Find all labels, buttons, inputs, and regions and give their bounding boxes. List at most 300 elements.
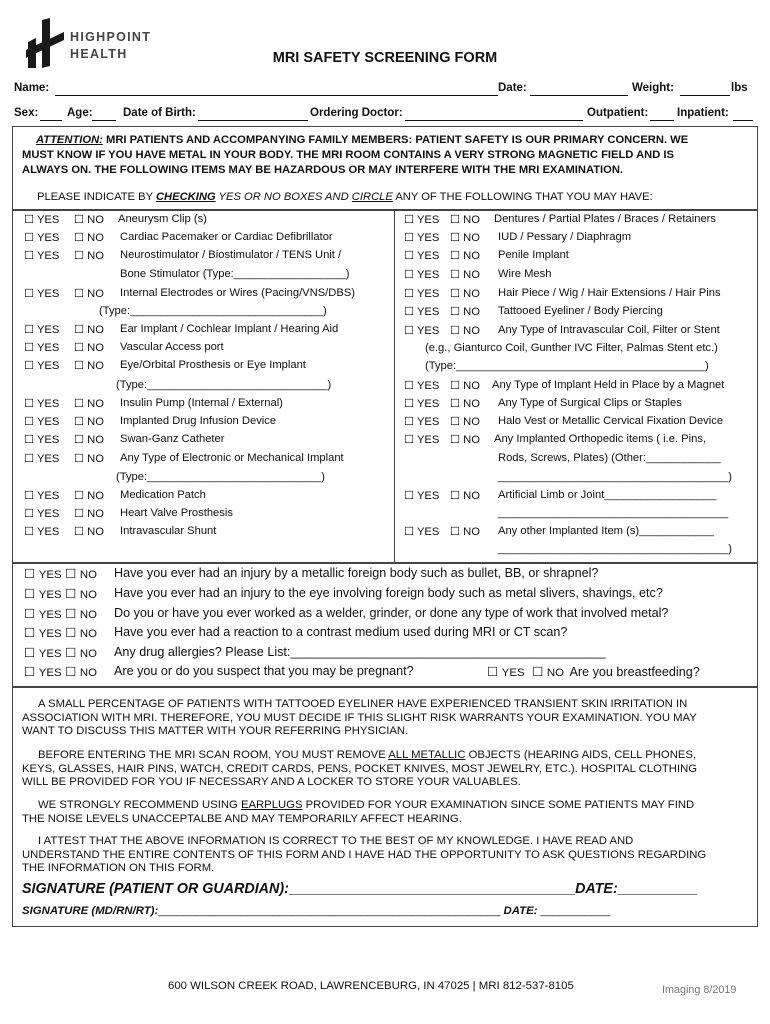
yes-label: YES — [36, 434, 60, 446]
right-item-label: Any Type of Intravascular Coil, Filter or Stent — [498, 324, 720, 336]
left-item-row — [24, 452, 104, 465]
attention-label: ATTENTION: — [36, 134, 103, 146]
no-checkbox[interactable] — [74, 250, 84, 262]
right-item-label: Any Type of Implant Held in Place by a Magnet — [492, 379, 725, 391]
yes-label: YES — [416, 288, 440, 300]
left-item-label: Intravascular Shunt — [120, 525, 217, 537]
yes-checkbox[interactable] — [404, 250, 414, 262]
yes-label: YES — [36, 360, 60, 372]
sex-line[interactable] — [40, 120, 62, 121]
breastfeeding-yes-checkbox[interactable] — [487, 665, 525, 679]
no-checkbox[interactable] — [65, 567, 76, 581]
no-label: NO — [87, 453, 104, 465]
yes-checkbox[interactable] — [404, 232, 414, 244]
yes-label: YES — [38, 648, 62, 660]
tattoo-line1: A SMALL PERCENTAGE OF PATIENTS WITH TATTOOED EYELINER HAVE EXPERIENCED TRANSIENT SKIN IRRITATION IN — [38, 698, 688, 710]
left-item-row — [24, 287, 104, 300]
right-item-row — [404, 305, 480, 318]
no-label: NO — [87, 214, 104, 226]
question-row — [24, 664, 414, 679]
no-checkbox[interactable] — [74, 342, 84, 354]
yes-checkbox[interactable] — [404, 288, 414, 300]
yes-checkbox[interactable] — [404, 269, 414, 281]
no-checkbox[interactable] — [74, 416, 84, 428]
left-item-label: Implanted Drug Infusion Device — [120, 415, 277, 427]
attention-line1: MRI PATIENTS AND ACCOMPANYING FAMILY MEMBERS: PATIENT SAFETY IS OUR PRIMARY CONCERN. WE — [102, 134, 689, 146]
left-item-row — [24, 525, 104, 538]
right-item-row — [404, 415, 480, 428]
left-item-row — [24, 489, 104, 502]
yes-label: YES — [416, 398, 440, 410]
instructions-checking: CHECKING — [155, 191, 216, 203]
checkbox-glyph: ☐ — [404, 526, 415, 538]
page-title: MRI SAFETY SCREENING FORM — [272, 50, 498, 66]
right-item-label: _____________________________________) — [498, 471, 732, 483]
yes-label: YES — [38, 589, 62, 601]
checkbox-glyph: ☐ — [404, 325, 415, 337]
no-label: NO — [87, 416, 104, 428]
question-row — [24, 625, 568, 640]
yes-checkbox[interactable] — [24, 360, 34, 372]
yes-label: YES — [36, 342, 60, 354]
weight-line[interactable] — [680, 95, 730, 96]
no-label: NO — [87, 398, 104, 410]
yes-checkbox[interactable] — [24, 434, 34, 446]
yes-checkbox[interactable] — [24, 342, 34, 354]
cb-glyph: ☐ — [532, 665, 544, 679]
checkbox-glyph: ☐ — [404, 288, 415, 300]
left-item-row — [24, 341, 104, 354]
yes-label: YES — [36, 490, 60, 502]
left-item-label: Vascular Access port — [120, 341, 224, 353]
age-label: Age: — [67, 107, 93, 119]
no-checkbox[interactable] — [74, 434, 84, 446]
left-item-label: Aneurysm Clip (s) — [118, 213, 207, 225]
checkbox-glyph: ☐ — [24, 665, 36, 679]
name-label: Name: — [14, 82, 50, 94]
right-item-row — [404, 379, 480, 392]
yes-label: YES — [36, 416, 60, 428]
no-label: NO — [79, 569, 97, 581]
left-item-label: (Type:____________________________) — [116, 471, 326, 483]
left-item-label: Insulin Pump (Internal / External) — [120, 397, 283, 409]
checkbox-glyph: ☐ — [65, 646, 77, 660]
checkbox-glyph: ☐ — [450, 214, 461, 226]
yes-label: YES — [36, 288, 60, 300]
yes-label: YES — [38, 667, 62, 679]
yes-label: YES — [36, 324, 60, 336]
right-item-label: Rods, Screws, Plates) (Other:____________ — [498, 452, 721, 464]
checkbox-glyph: ☐ — [65, 665, 77, 679]
no-label: NO — [463, 526, 480, 538]
yes-label: YES — [416, 380, 440, 392]
question-text: Have you ever had an injury by a metallic foreign body such as bullet, BB, or shrapnel? — [114, 566, 599, 580]
yes-checkbox[interactable] — [24, 288, 34, 300]
no-checkbox[interactable] — [74, 453, 84, 465]
yes-label: YES — [416, 214, 440, 226]
right-item-label: (e.g., Gianturco Coil, Gunther IVC Filter, Palmas Stent etc.) — [425, 342, 718, 354]
no-label: NO — [87, 288, 104, 300]
question-text: Any drug allergies? Please List:_____________________________________________ — [114, 645, 606, 659]
instructions-part2: YES OR NO BOXES AND — [215, 191, 352, 203]
no-checkbox[interactable] — [74, 324, 84, 336]
tattoo-notice — [22, 698, 697, 739]
checkbox-glyph: ☐ — [74, 232, 85, 244]
checkbox-glyph: ☐ — [74, 453, 85, 465]
checkbox-glyph: ☐ — [65, 567, 77, 581]
checkbox-glyph: ☐ — [450, 416, 461, 428]
no-label: NO — [463, 288, 480, 300]
yes-checkbox[interactable] — [404, 398, 414, 410]
checkbox-glyph: ☐ — [74, 360, 85, 372]
yes-label: YES — [416, 416, 440, 428]
yes-checkbox[interactable] — [24, 490, 34, 502]
metal-notice — [22, 749, 697, 790]
yes-checkbox[interactable] — [404, 306, 414, 318]
earplugs-notice — [22, 799, 694, 826]
checkbox-glyph: ☐ — [74, 526, 85, 538]
right-item-label: Penile Implant — [498, 249, 569, 261]
yes-checkbox[interactable] — [24, 250, 34, 262]
yes-checkbox[interactable] — [24, 626, 35, 640]
yes-label: YES — [416, 490, 440, 502]
no-label: NO — [79, 648, 97, 660]
checkbox-glyph: ☐ — [450, 288, 461, 300]
no-checkbox[interactable] — [74, 232, 84, 244]
no-label: NO — [87, 490, 104, 502]
checkbox-glyph: ☐ — [404, 380, 415, 392]
checkbox-glyph: ☐ — [450, 306, 461, 318]
attention-line3: ALWAYS ON. THE FOLLOWING ITEMS MAY BE HAZARDOUS OR MAY INTERFERE WITH THE MRI EXAMINATION. — [22, 164, 624, 176]
right-item-row — [404, 489, 480, 502]
checkbox-glyph: ☐ — [450, 398, 461, 410]
yes-label: YES — [416, 232, 440, 244]
instructions-part3: ANY OF THE FOLLOWING THAT YOU MAY HAVE: — [392, 191, 653, 203]
yes-checkbox[interactable] — [404, 416, 414, 428]
checkbox-glyph: ☐ — [24, 508, 35, 520]
yes-checkbox[interactable] — [24, 665, 35, 679]
no-checkbox[interactable] — [450, 214, 460, 226]
attention-text — [22, 133, 688, 178]
tattoo-line3: WANT TO DISCUSS THIS MATTER WITH YOUR REFERRING PHYSICIAN. — [22, 725, 409, 737]
instructions-circle: CIRCLE — [351, 191, 393, 203]
checkbox-glyph: ☐ — [74, 508, 85, 520]
question-text: Are you or do you suspect that you may be pregnant? — [114, 664, 414, 678]
no-checkbox[interactable] — [74, 360, 84, 372]
no-label: NO — [463, 398, 480, 410]
left-item-row — [24, 507, 104, 520]
checkbox-glyph: ☐ — [450, 232, 461, 244]
checkbox-glyph: ☐ — [450, 526, 461, 538]
right-item-row — [404, 268, 480, 281]
no-label: NO — [87, 508, 104, 520]
staff-date-line[interactable]: ___________ — [540, 905, 611, 917]
checkbox-glyph: ☐ — [404, 269, 415, 281]
name-line — [55, 95, 498, 96]
plugs-a: WE STRONGLY RECOMMEND USING — [38, 799, 241, 811]
checklist-divider — [394, 210, 395, 563]
checkbox-glyph: ☐ — [24, 490, 35, 502]
question-row — [24, 645, 606, 660]
metal-line3: WILL BE PROVIDED FOR YOU IF NECESSARY AND A LOCKER TO STORE YOUR VALUABLES. — [22, 776, 521, 788]
right-item-row — [404, 287, 480, 300]
yes-label: YES — [38, 628, 62, 640]
checkbox-glyph: ☐ — [450, 490, 461, 502]
checkbox-glyph: ☐ — [24, 250, 35, 262]
no-checkbox[interactable] — [450, 288, 460, 300]
no-checkbox[interactable] — [450, 434, 460, 446]
no-label: NO — [79, 589, 97, 601]
left-item-label: Any Type of Electronic or Mechanical Implant — [120, 452, 344, 464]
yes-label: YES — [38, 609, 62, 621]
yes-checkbox[interactable] — [24, 398, 34, 410]
form-revision: Imaging 8/2019 — [662, 984, 737, 996]
checkbox-glyph: ☐ — [24, 453, 35, 465]
no-checkbox[interactable] — [450, 306, 460, 318]
checkbox-glyph: ☐ — [74, 416, 85, 428]
no-checkbox[interactable] — [65, 646, 76, 660]
checkbox-glyph: ☐ — [404, 250, 415, 262]
question-row — [24, 566, 599, 581]
no-checkbox[interactable] — [450, 398, 460, 410]
no-label: NO — [87, 232, 104, 244]
weight-label: Weight: — [632, 82, 674, 94]
yes-label: YES — [416, 325, 440, 337]
yes-checkbox[interactable] — [24, 214, 34, 226]
checkbox-glyph: ☐ — [24, 526, 35, 538]
no-label: NO — [79, 667, 97, 679]
right-item-row — [404, 433, 480, 446]
yes-checkbox[interactable] — [24, 646, 35, 660]
left-item-row — [24, 213, 104, 226]
yes-label: YES — [38, 569, 62, 581]
date-label: Date: — [498, 82, 527, 94]
no-checkbox[interactable] — [74, 214, 84, 226]
yes-checkbox[interactable] — [404, 526, 414, 538]
question-row — [24, 586, 663, 601]
no-checkbox[interactable] — [74, 490, 84, 502]
inpatient-label: Inpatient: — [677, 107, 729, 119]
breastfeeding-question: Are you breastfeeding? — [569, 665, 700, 679]
checkbox-glyph: ☐ — [404, 232, 415, 244]
doctor-label: Ordering Doctor: — [310, 107, 403, 119]
checkbox-glyph: ☐ — [404, 416, 415, 428]
checkbox-glyph: ☐ — [74, 288, 85, 300]
right-item-row — [404, 397, 480, 410]
left-item-label: Eye/Orbital Prosthesis or Eye Implant — [120, 359, 306, 371]
doctor-line[interactable] — [405, 120, 583, 121]
patient-signature-label: SIGNATURE (PATIENT OR GUARDIAN): — [22, 881, 289, 897]
left-item-label: Swan-Ganz Catheter — [120, 433, 225, 445]
no-checkbox[interactable] — [74, 288, 84, 300]
yes-label: YES — [36, 526, 60, 538]
cb-glyph: ☐ — [487, 665, 499, 679]
no-label: NO — [463, 490, 480, 502]
right-item-label: Tattooed Eyeliner / Body Piercing — [498, 305, 663, 317]
no-checkbox[interactable] — [450, 232, 460, 244]
outpatient-label: Outpatient: — [587, 107, 649, 119]
yes-label: YES — [36, 398, 60, 410]
checkbox-glyph: ☐ — [450, 269, 461, 281]
yes-checkbox[interactable] — [24, 567, 35, 581]
yes-checkbox[interactable] — [24, 526, 34, 538]
no-label: NO — [87, 324, 104, 336]
yes-label: YES — [36, 250, 60, 262]
no-checkbox[interactable] — [65, 665, 76, 679]
plugs-b: PROVIDED FOR YOUR EXAMINATION SINCE SOME PATIENTS MAY FIND — [302, 799, 695, 811]
attest-line2: UNDERSTAND THE ENTIRE CONTENTS OF THIS FORM AND I HAVE HAD THE OPPORTUNITY TO ASK QUESTIONS REGARDING — [22, 848, 707, 861]
yes-label: YES — [416, 250, 440, 262]
no-label: NO — [463, 325, 480, 337]
staff-signature-label: SIGNATURE (MD/RN/RT): — [22, 905, 159, 917]
question-text: Do you or have you ever worked as a welder, grinder, or done any type of work that involved metal? — [114, 606, 669, 620]
breastfeeding-no-checkbox[interactable] — [532, 665, 564, 679]
yes-checkbox[interactable] — [24, 324, 34, 336]
checkbox-glyph: ☐ — [24, 646, 36, 660]
right-item-row — [404, 525, 480, 538]
checkbox-glyph: ☐ — [450, 325, 461, 337]
left-item-label: Heart Valve Prosthesis — [120, 507, 233, 519]
yes-checkbox[interactable] — [404, 380, 414, 392]
no-label: NO — [463, 214, 480, 226]
right-item-label: Any Type of Surgical Clips or Staples — [498, 397, 682, 409]
no-checkbox[interactable] — [74, 508, 84, 520]
right-item-row — [404, 213, 480, 226]
yes-label: YES — [36, 508, 60, 520]
no-checkbox[interactable] — [450, 269, 460, 281]
left-item-row — [24, 433, 104, 446]
left-item-row — [24, 231, 104, 244]
checkbox-glyph: ☐ — [24, 626, 36, 640]
yes-label: YES — [416, 269, 440, 281]
right-item-label: Any other Implanted Item (s)____________ — [498, 525, 714, 537]
no-label: NO — [87, 434, 104, 446]
question-text: Have you ever had an injury to the eye involving foreign body such as metal slivers, shavings, etc? — [114, 586, 663, 600]
right-item-label: _____________________________________ — [498, 507, 729, 519]
yes-checkbox[interactable] — [404, 490, 414, 502]
no-label: NO — [87, 526, 104, 538]
right-item-label: Any Implanted Orthopedic items ( i.e. Pins, — [494, 433, 707, 445]
left-item-label: Neurostimulator / Biostimulator / TENS Unit / — [120, 249, 342, 261]
left-item-label: Internal Electrodes or Wires (Pacing/VNS/DBS) — [120, 287, 356, 299]
no-label: NO — [546, 667, 564, 679]
right-item-label: Hair Piece / Wig / Hair Extensions / Hair Pins — [498, 287, 721, 299]
patient-date-line[interactable]: __________ — [617, 881, 698, 897]
dob-label: Date of Birth: — [123, 107, 196, 119]
staff-signature-line[interactable]: ______________________________________________________ — [158, 905, 501, 917]
left-item-label: (Type:_____________________________) — [116, 379, 332, 391]
weight-unit: lbs — [731, 82, 748, 94]
yes-label: YES — [416, 306, 440, 318]
inpatient-line[interactable] — [733, 120, 753, 121]
name-field[interactable] — [14, 82, 49, 94]
checkbox-glyph: ☐ — [404, 214, 415, 226]
yes-checkbox[interactable] — [24, 607, 35, 621]
no-checkbox[interactable] — [450, 380, 460, 392]
no-checkbox[interactable] — [74, 526, 84, 538]
yes-label: YES — [36, 232, 60, 244]
metal-underlined: ALL METALLIC — [388, 749, 466, 761]
dob-line[interactable] — [198, 120, 308, 121]
patient-signature-line[interactable]: ____________________________________ — [288, 881, 576, 897]
left-item-row — [24, 359, 104, 372]
right-item-label: Halo Vest or Metallic Cervical Fixation Device — [498, 415, 724, 427]
yes-label: YES — [416, 526, 440, 538]
no-checkbox[interactable] — [450, 526, 460, 538]
yes-label: YES — [36, 214, 60, 226]
left-item-row — [24, 415, 104, 428]
no-label: NO — [463, 306, 480, 318]
yes-checkbox[interactable] — [24, 416, 34, 428]
checkbox-glyph: ☐ — [404, 306, 415, 318]
no-checkbox[interactable] — [65, 607, 76, 621]
checkbox-glyph: ☐ — [24, 398, 35, 410]
checkbox-glyph: ☐ — [450, 250, 461, 262]
instructions — [37, 191, 653, 203]
yes-checkbox[interactable] — [24, 453, 34, 465]
age-line[interactable] — [92, 120, 116, 121]
left-item-label: (Type:_______________________________) — [99, 305, 327, 317]
yes-checkbox[interactable] — [24, 232, 34, 244]
date-line[interactable] — [530, 95, 628, 96]
yes-checkbox[interactable] — [404, 214, 414, 226]
yes-checkbox[interactable] — [404, 325, 414, 337]
right-item-row — [404, 249, 480, 262]
yes-label: YES — [416, 434, 440, 446]
checkbox-glyph: ☐ — [24, 434, 35, 446]
right-item-label: Artificial Limb or Joint__________________ — [498, 489, 717, 501]
no-checkbox[interactable] — [450, 250, 460, 262]
attention-line2: MUST KNOW IF YOU HAVE METAL IN YOUR BODY. THE MRI ROOM CONTAINS A VERY STRONG MAGNETIC FIELD AND IS — [22, 149, 674, 161]
no-checkbox[interactable] — [65, 587, 76, 601]
checkbox-glyph: ☐ — [24, 607, 36, 621]
checkbox-glyph: ☐ — [74, 342, 85, 354]
left-item-row — [24, 249, 104, 262]
yes-label: YES — [501, 667, 525, 679]
footer-address: 600 WILSON CREEK ROAD, LAWRENCEBURG, IN 47025 | MRI 812-537-8105 — [168, 980, 574, 992]
no-checkbox[interactable] — [74, 398, 84, 410]
yes-checkbox[interactable] — [24, 587, 35, 601]
no-label: NO — [87, 342, 104, 354]
no-label: NO — [79, 609, 97, 621]
tattoo-line2: ASSOCIATION WITH MRI. THEREFORE, YOU MUST DECIDE IF THIS SLIGHT RISK WARRANTS YOUR EXAMINATION. YOU MAY — [22, 711, 697, 724]
yes-checkbox[interactable] — [404, 434, 414, 446]
no-checkbox[interactable] — [450, 416, 460, 428]
metal-line2: KEYS, GLASSES, HAIR PINS, WATCH, CREDIT CARDS, PENS, POCKET KNIVES, MOST JEWELRY, ETC.). HOSPITAL CLOTHING — [22, 762, 698, 775]
question-row — [24, 606, 669, 621]
checkbox-glyph: ☐ — [24, 360, 35, 372]
checkbox-glyph: ☐ — [74, 434, 85, 446]
plugs-line2: THE NOISE LEVELS UNACCEPTALBE AND MAY TEMPORARILY AFFECT HEARING. — [22, 812, 462, 825]
no-checkbox[interactable] — [450, 490, 460, 502]
checkbox-glyph: ☐ — [404, 398, 415, 410]
checkbox-glyph: ☐ — [24, 567, 36, 581]
outpatient-line[interactable] — [650, 120, 674, 121]
no-label: NO — [463, 250, 480, 262]
attestation — [22, 835, 706, 876]
checkbox-glyph: ☐ — [404, 490, 415, 502]
checkbox-glyph: ☐ — [24, 232, 35, 244]
yes-checkbox[interactable] — [24, 508, 34, 520]
patient-signature-row — [22, 881, 697, 897]
no-label: NO — [463, 232, 480, 244]
left-item-label: Bone Stimulator (Type:__________________) — [120, 268, 350, 280]
left-item-label: Ear Implant / Cochlear Implant / Hearing Aid — [120, 323, 339, 335]
left-item-label: Medication Patch — [120, 489, 206, 501]
no-checkbox[interactable] — [65, 626, 76, 640]
no-checkbox[interactable] — [450, 325, 460, 337]
checkbox-glyph: ☐ — [24, 342, 35, 354]
